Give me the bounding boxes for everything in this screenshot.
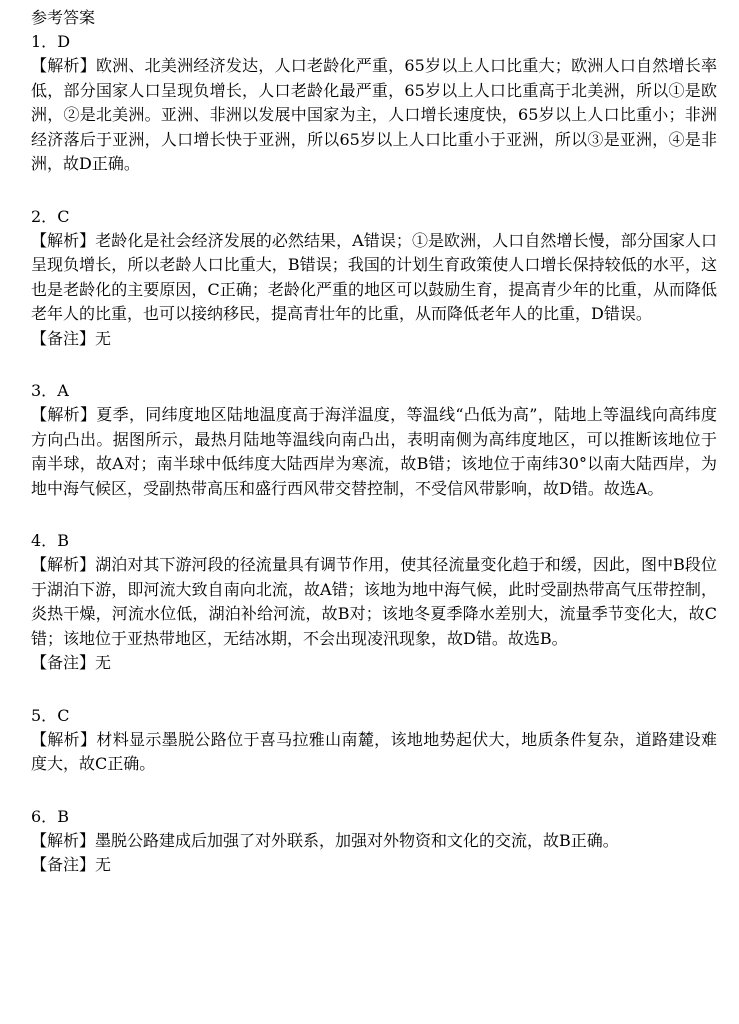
analysis-label: 【解析】: [31, 555, 96, 574]
analysis-label: 【解析】: [31, 230, 96, 250]
answer-1-header: [31, 30, 717, 54]
answer-number: 2．: [31, 206, 58, 226]
analysis-text: 材料显示墨脱公路位于喜马拉雅山南麓，该地地势起伏大，地质条件复杂，道路建设难度大，故C正确。: [31, 729, 717, 773]
answer-choice: B: [57, 806, 69, 826]
answer-6: [31, 805, 717, 878]
analysis-text: 老龄化是社会经济发展的必然结果，A错误；①是欧洲，人口自然增长慢，部分国家人口呈现负增长，所以老龄人口比重大，B错误；我国的计划生育政策使人口增长保持较低的水平，这也是老龄化的主要原因，C正确；老龄化严重的地区可以鼓励生育，提高青少年的比重，从而降低老年人的比重，也可以接纳移民，提高青壮年的比重，从而降低老年人的比重，D错误。: [31, 230, 717, 323]
answer-6-header: [31, 805, 717, 829]
answer-choice: C: [57, 206, 70, 226]
analysis-label: 【解析】: [31, 830, 96, 850]
note-label: 【备注】: [31, 653, 96, 672]
analysis-text: 墨脱公路建成后加强了对外联系，加强对外物资和文化的交流，故B正确。: [95, 830, 619, 850]
answer-number: 5．: [31, 705, 58, 725]
answer-6-note: [31, 853, 717, 878]
answer-choice: D: [57, 32, 71, 51]
answer-3-header: [31, 379, 717, 403]
note-text: 无: [95, 328, 112, 348]
answer-5-analysis: [31, 728, 717, 777]
note-label: 【备注】: [31, 328, 96, 348]
answer-1: [31, 30, 717, 177]
answer-2: [31, 205, 717, 352]
analysis-text: 欧洲、北美洲经济发达，人口老龄化严重，65岁以上人口比重大；欧洲人口自然增长率低，部分国家人口呈现负增长，人口老龄化最严重，65岁以上人口比重高于北美洲，所以①是欧洲，②是北美洲。亚洲、非洲以发展中国家为主，人口增长速度快，65岁以上人口比重小；非洲经济落后于亚洲，人口增长快于亚洲，所以65岁以上人口比重小于亚洲，所以③是亚洲，④是非洲，故D正确。: [31, 56, 717, 173]
note-label: 【备注】: [31, 855, 96, 874]
answer-number: 3．: [31, 381, 58, 400]
analysis-text: 夏季，同纬度地区陆地温度高于海洋温度，等温线“凸低为高”，陆地上等温线向高纬度方向凸出。据图所示，最热月陆地等温线向南凸出，表明南侧为高纬度地区，可以推断该地位于南半球，故A对；南半球中低纬度大陆西岸为寒流，故B错；该地位于南纬30°以南大陆西岸，为地中海气候区，受副热带高压和盛行西风带交替控制，不受信风带影响，故D错。故选A。: [31, 405, 717, 498]
note-text: 无: [95, 855, 112, 874]
answer-choice: A: [57, 381, 69, 400]
answer-6-analysis: [31, 829, 717, 854]
answer-choice: C: [57, 705, 70, 725]
answer-number: 1．: [31, 32, 58, 51]
analysis-label: 【解析】: [31, 56, 96, 75]
answer-2-note: [31, 327, 717, 352]
answer-5: [31, 704, 717, 777]
note-text: 无: [95, 653, 112, 672]
answer-3-analysis: [31, 403, 717, 501]
analysis-text: 湖泊对其下游河段的径流量具有调节作用，使其径流量变化趋于和缓，因此，图中B段位于湖泊下游，即河流大致自南向北流，故A错；该地为地中海气候，此时受副热带高气压带控制，炎热干燥，河流水位低，湖泊补给河流，故B对；该地冬夏季降水差别大，流量季节变化大，故C错；该地位于亚热带地区，无结冰期，不会出现凌汛现象，故D错。故选B。: [31, 555, 717, 648]
answer-number: 6．: [31, 806, 58, 826]
answer-5-header: [31, 704, 717, 728]
answer-key-document: [31, 6, 717, 878]
answer-4: [31, 529, 717, 676]
answer-number: 4．: [31, 531, 58, 550]
answer-2-analysis: [31, 229, 717, 327]
answer-3: [31, 379, 717, 501]
answer-1-analysis: [31, 54, 717, 177]
analysis-label: 【解析】: [31, 729, 97, 749]
answer-2-header: [31, 205, 717, 229]
analysis-label: 【解析】: [31, 405, 97, 424]
answer-choice: B: [57, 531, 69, 550]
document-title: 参考答案: [31, 8, 96, 27]
answer-4-note: [31, 651, 717, 676]
answer-4-analysis: [31, 553, 717, 651]
answer-4-header: [31, 529, 717, 553]
